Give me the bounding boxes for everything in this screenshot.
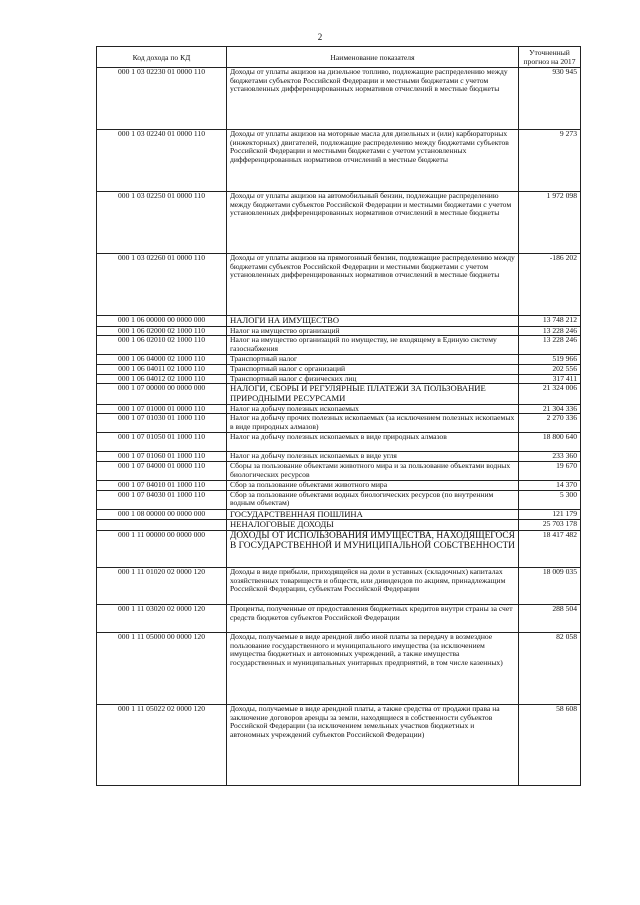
indicator-name: ГОСУДАРСТВЕННАЯ ПОШЛИНА (227, 509, 519, 520)
forecast-value: 25 703 178 (519, 520, 581, 531)
indicator-name: Налог на добычу полезных ископаемых (227, 404, 519, 414)
table-row (97, 490, 581, 509)
forecast-value: 288 504 (519, 604, 581, 632)
income-code: 000 1 06 04011 02 1000 110 (97, 365, 227, 375)
forecast-value: 18 009 035 (519, 567, 581, 604)
indicator-name: Транспортный налог с организаций (227, 365, 519, 375)
forecast-value: 930 945 (519, 68, 581, 130)
forecast-value: 202 556 (519, 365, 581, 375)
indicator-name: Доходы от уплаты акцизов на моторные масла для дизельных и (или) карбюраторных (инжекторных) двигателей, подлежащие распределению между бюджетами субъектов Российской Федерации и местными бюджетами с учетом установленных дифференцированных нормативов отчислений в местные бюджеты (227, 130, 519, 192)
table-body (97, 68, 581, 786)
header-code: Код дохода по КД (97, 47, 227, 68)
indicator-name: НАЛОГИ, СБОРЫ И РЕГУЛЯРНЫЕ ПЛАТЕЖИ ЗА ПОЛЬЗОВАНИЕ ПРИРОДНЫМИ РЕСУРСАМИ (227, 384, 519, 404)
indicator-name: Транспортный налог (227, 355, 519, 365)
income-code: 000 1 06 02010 02 1000 110 (97, 336, 227, 355)
indicator-name: Доходы от уплаты акцизов на автомобильный бензин, подлежащие распределению между бюджетами субъектов Российской Федерации и местными бюджетами с учетом установленных дифференцированных нормативов отчислений в местные бюджеты (227, 192, 519, 254)
income-code: 000 1 07 01060 01 1000 110 (97, 452, 227, 462)
forecast-value: 21 304 336 (519, 404, 581, 414)
income-code: 000 1 07 04010 01 1000 110 (97, 481, 227, 491)
forecast-value: 58 608 (519, 704, 581, 785)
indicator-name: НЕНАЛОГОВЫЕ ДОХОДЫ (227, 520, 519, 531)
table-row (97, 130, 581, 192)
income-code: 000 1 06 00000 00 0000 000 (97, 316, 227, 327)
income-code: 000 1 06 04000 02 1000 110 (97, 355, 227, 365)
indicator-name: Сбор за пользование объектами животного мира (227, 481, 519, 491)
income-code: 000 1 08 00000 00 0000 000 (97, 509, 227, 520)
indicator-name: Сбор за пользование объектами водных биологических ресурсов (по внутренним водным объектам) (227, 490, 519, 509)
table-row (97, 509, 581, 520)
table-row (97, 604, 581, 632)
indicator-name: Налог на добычу полезных ископаемых в виде природных алмазов (227, 433, 519, 452)
forecast-value: 13 228 246 (519, 336, 581, 355)
income-code: 000 1 07 00000 00 0000 000 (97, 384, 227, 404)
forecast-value: 21 324 006 (519, 384, 581, 404)
income-code: 000 1 03 02260 01 0000 110 (97, 254, 227, 316)
income-code: 000 1 07 01050 01 1000 110 (97, 433, 227, 452)
table-row (97, 365, 581, 375)
indicator-name: НАЛОГИ НА ИМУЩЕСТВО (227, 316, 519, 327)
page-number: 2 (317, 32, 323, 42)
forecast-value: 121 179 (519, 509, 581, 520)
income-code: 000 1 11 03020 02 0000 120 (97, 604, 227, 632)
header-name: Наименование показателя (227, 47, 519, 68)
indicator-name: Транспортный налог с физических лиц (227, 374, 519, 384)
table-row (97, 433, 581, 452)
forecast-value: 18 417 482 (519, 530, 581, 567)
table-row (97, 462, 581, 481)
forecast-value: 13 228 246 (519, 326, 581, 336)
income-code: 000 1 07 04000 01 0000 110 (97, 462, 227, 481)
indicator-name: Доходы в виде прибыли, приходящейся на доли в уставных (складочных) капиталах хозяйственных товариществ и обществ, или дивидендов по акциям, принадлежащим Российской Федерации, субъектам Российской Федерации (227, 567, 519, 604)
header-value: Уточненный прогноз на 2017 (519, 47, 581, 68)
forecast-value: 2 270 336 (519, 414, 581, 433)
table-row (97, 254, 581, 316)
income-code: 000 1 03 02250 01 0000 110 (97, 192, 227, 254)
indicator-name: Налог на имущество организаций по имуществу, не входящему в Единую систему газоснабжения (227, 336, 519, 355)
indicator-name: Доходы от уплаты акцизов на дизельное топливо, подлежащие распределению между бюджетами субъектов Российской Федерации и местными бюджетами с учетом установленных дифференцированных нормативов отчислений в местные бюджеты (227, 68, 519, 130)
indicator-name: Проценты, полученные от предоставления бюджетных кредитов внутри страны за счет средств бюджетов субъектов Российской Федерации (227, 604, 519, 632)
income-code: 000 1 06 04012 02 1000 110 (97, 374, 227, 384)
forecast-value: 1 972 098 (519, 192, 581, 254)
revenue-table (96, 46, 581, 786)
table-row (97, 530, 581, 567)
table-row (97, 414, 581, 433)
indicator-name: Налог на имущество организаций (227, 326, 519, 336)
table-row (97, 520, 581, 531)
income-code: 000 1 03 02240 01 0000 110 (97, 130, 227, 192)
income-code: 000 1 03 02230 01 0000 110 (97, 68, 227, 130)
table-row (97, 68, 581, 130)
table-header (97, 47, 581, 68)
table-row (97, 567, 581, 604)
table-row (97, 632, 581, 704)
forecast-value: 519 966 (519, 355, 581, 365)
indicator-name: Доходы от уплаты акцизов на прямогонный бензин, подлежащие распределению между бюджетами субъектов Российской Федерации и местными бюджетами с учетом установленных дифференцированных нормативов отчислений в местные бюджеты (227, 254, 519, 316)
table-row (97, 481, 581, 491)
income-code: 000 1 11 05022 02 0000 120 (97, 704, 227, 785)
income-code: 000 1 11 05000 00 0000 120 (97, 632, 227, 704)
income-code: 000 1 11 01020 02 0000 120 (97, 567, 227, 604)
forecast-value: 317 411 (519, 374, 581, 384)
income-code: 000 1 06 02000 02 1000 110 (97, 326, 227, 336)
income-code: 000 1 11 00000 00 0000 000 (97, 530, 227, 567)
table-row (97, 336, 581, 355)
forecast-value: 9 273 (519, 130, 581, 192)
income-code: 000 1 07 04030 01 1000 110 (97, 490, 227, 509)
table-row (97, 384, 581, 404)
income-code: 000 1 07 01030 01 1000 110 (97, 414, 227, 433)
forecast-value: 18 800 640 (519, 433, 581, 452)
forecast-value: 233 360 (519, 452, 581, 462)
indicator-name: Налог на добычу полезных ископаемых в виде угля (227, 452, 519, 462)
forecast-value: 14 370 (519, 481, 581, 491)
forecast-value: 82 058 (519, 632, 581, 704)
forecast-value: -186 202 (519, 254, 581, 316)
forecast-value: 5 300 (519, 490, 581, 509)
indicator-name: ДОХОДЫ ОТ ИСПОЛЬЗОВАНИЯ ИМУЩЕСТВА, НАХОДЯЩЕГОСЯ В ГОСУДАРСТВЕННОЙ И МУНИЦИПАЛЬНОЙ СОБСТВЕННОСТИ (227, 530, 519, 567)
income-code: 000 1 07 01000 01 0000 110 (97, 404, 227, 414)
forecast-value: 13 748 212 (519, 316, 581, 327)
table-row (97, 704, 581, 785)
indicator-name: Доходы, получаемые в виде арендной платы, а также средства от продажи права на заключение договоров аренды за земли, находящиеся в собственности субъектов Российской Федерации (за исключением земельных участков бюджетных и автономных учреждений субъектов Российской Федерации) (227, 704, 519, 785)
table-row (97, 316, 581, 327)
indicator-name: Сборы за пользование объектами животного мира и за пользование объектами водных биологических ресурсов (227, 462, 519, 481)
table-row (97, 192, 581, 254)
forecast-value: 19 670 (519, 462, 581, 481)
indicator-name: Налог на добычу прочих полезных ископаемых (за исключением полезных ископаемых в виде природных алмазов) (227, 414, 519, 433)
indicator-name: Доходы, получаемые в виде арендной либо иной платы за передачу в возмездное пользование государственного и муниципального имущества (за исключением имущества бюджетных и автономных учреждений, а также имущества государственных и муниципальных унитарных предприятий, в том числе казенных) (227, 632, 519, 704)
income-code (97, 520, 227, 531)
